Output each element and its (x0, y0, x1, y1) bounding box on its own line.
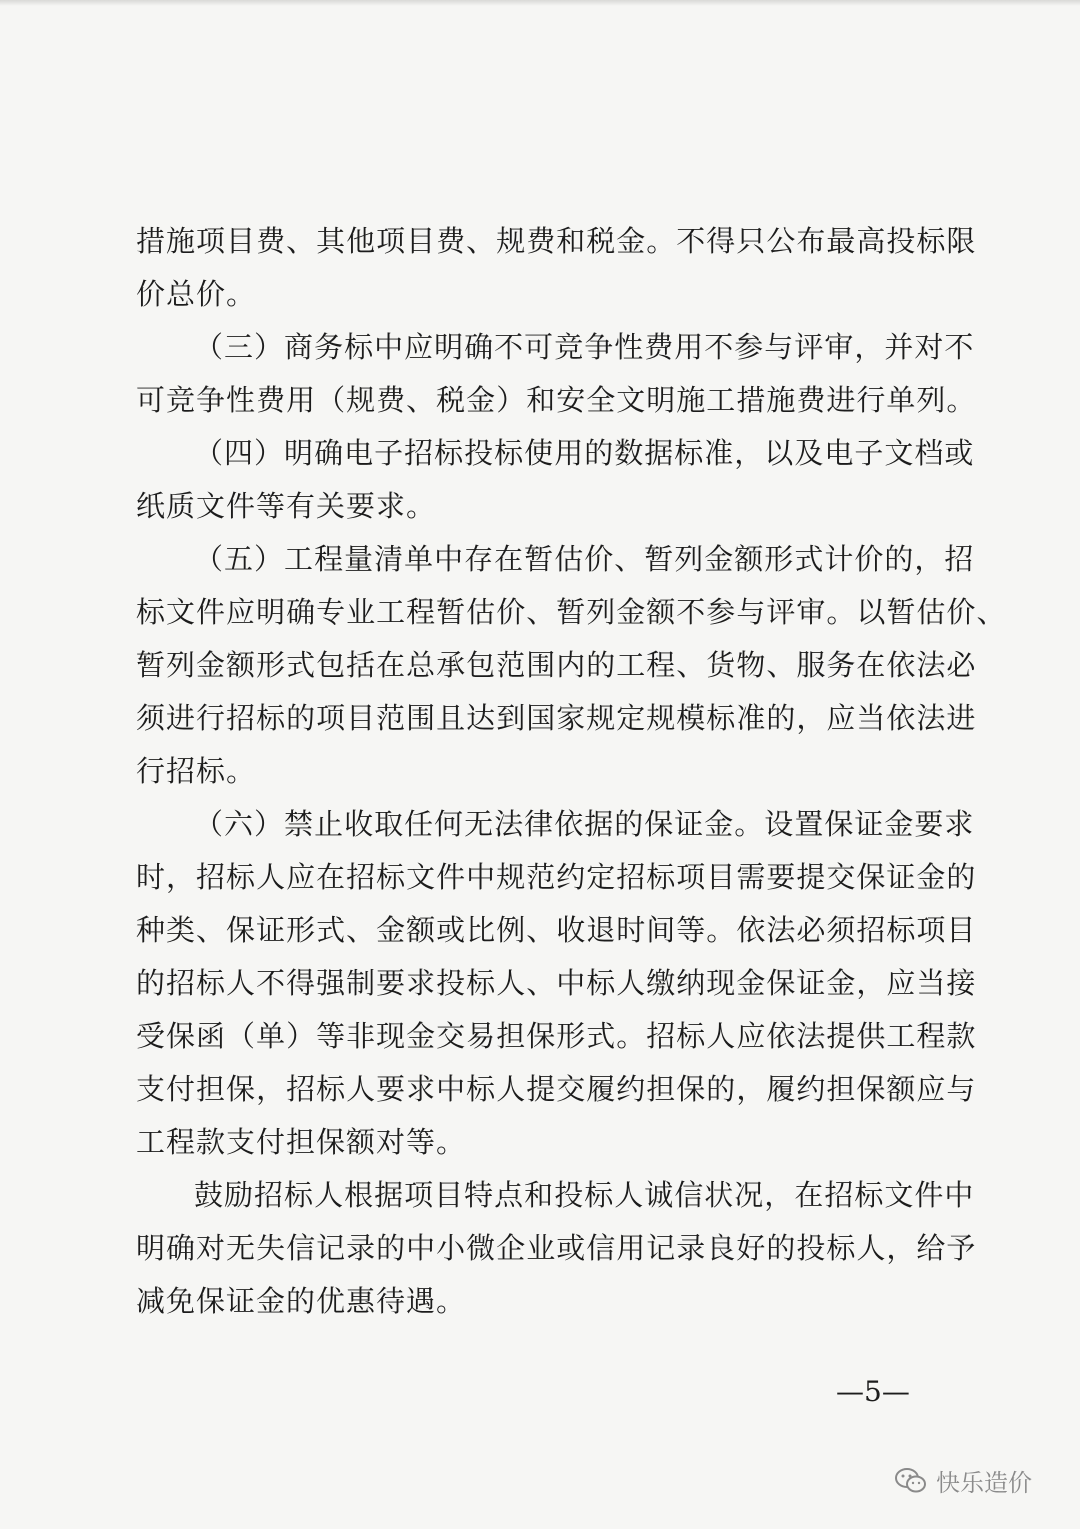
text-line: 的 招 标 人 不 得 强 制 要 求 投 标 人 、 中 标 人 缴 纳 现 金 保 证 金 ， 应 当 接 (136, 966, 977, 1000)
text-line: 暂 列 金 额 形 式 包 括 在 总 承 包 范 围 内 的 工 程 、 货 物 、 服 务 在 依 法 必 (136, 648, 977, 682)
text-line: 时 ， 招 标 人 应 在 招 标 文 件 中 规 范 约 定 招 标 项 目 需 要 提 交 保 证 金 的 (136, 860, 977, 894)
text-line: 减免保证金的优惠待遇。 (136, 1284, 467, 1318)
text-line: 标 文 件 应 明 确 专 业 工 程 暂 估 价 、 暂 列 金 额 不 参 与 评 审 。 以 暂 估 价 、 (136, 595, 1007, 629)
text-line: 明 确 对 无 失 信 记 录 的 中 小 微 企 业 或 信 用 记 录 良 好 的 投 标 人 ， 给 予 (136, 1231, 977, 1265)
text-line: 受 保 函 （ 单 ） 等 非 现 金 交 易 担 保 形 式 。 招 标 人 应 依 法 提 供 工 程 款 (136, 1019, 977, 1053)
watermark (894, 1463, 1032, 1498)
text-line: 行招标。 (136, 754, 257, 788)
text-line: 措 施 项 目 费 、 其 他 项 目 费 、 规 费 和 税 金 。 不 得 只 公 布 最 高 投 标 限 (136, 224, 977, 258)
text-line: （ 五 ） 工 程 量 清 单 中 存 在 暂 估 价 、 暂 列 金 额 形 式 计 价 的 ， 招 (194, 542, 975, 576)
page-top-edge (0, 0, 1080, 6)
page-number: —5— (836, 1375, 910, 1408)
text-line: 种 类 、 保 证 形 式 、 金 额 或 比 例 、 收 退 时 间 等 。 依 法 必 须 招 标 项 目 (136, 913, 977, 947)
wechat-icon (894, 1466, 928, 1496)
text-line: 可 竞 争 性 费 用 （ 规 费 、 税 金 ） 和 安 全 文 明 施 工 措 施 费 进 行 单 列 。 (136, 383, 977, 417)
text-line: 价总价。 (136, 277, 257, 311)
body-text (136, 215, 1007, 1328)
watermark-text: 快乐造价 (936, 1469, 1032, 1497)
text-line: 支 付 担 保 ， 招 标 人 要 求 中 标 人 提 交 履 约 担 保 的 ， 履 约 担 保 额 应 与 (136, 1072, 977, 1106)
text-line: 鼓 励 招 标 人 根 据 项 目 特 点 和 投 标 人 诚 信 状 况 ， 在 招 标 文 件 中 (194, 1178, 975, 1212)
text-line: 须 进 行 招 标 的 项 目 范 围 且 达 到 国 家 规 定 规 模 标 准 的 ， 应 当 依 法 进 (136, 701, 977, 735)
text-line: （ 三 ） 商 务 标 中 应 明 确 不 可 竞 争 性 费 用 不 参 与 评 审 ， 并 对 不 (194, 330, 975, 364)
text-line: 纸质文件等有关要求。 (136, 489, 437, 523)
text-line: （ 六 ） 禁 止 收 取 任 何 无 法 律 依 据 的 保 证 金 。 设 置 保 证 金 要 求 (194, 807, 975, 841)
text-line: 工程款支付担保额对等。 (136, 1125, 467, 1159)
text-line: （ 四 ） 明 确 电 子 招 标 投 标 使 用 的 数 据 标 准 ， 以 及 电 子 文 档 或 (194, 436, 975, 470)
